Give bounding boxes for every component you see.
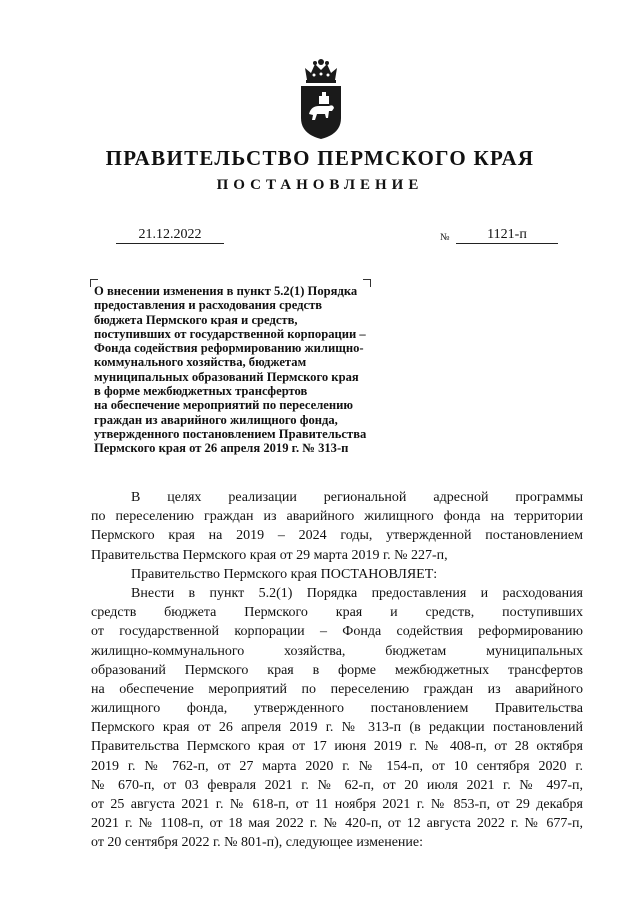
body-line: образований Пермского края в форме межбюджетных трансфертов [91,662,583,678]
body-line: жилищного фонда, утвержденного постановлением Правительства [91,701,583,717]
subject-line: муниципальных образований Пермского края [94,369,359,384]
subject-line: Фонда содействия реформированию жилищно- [94,341,364,356]
subject-line: граждан из аварийного жилищного фонда, [94,412,338,427]
subject-line: О внесении изменения в пункт 5.2(1) Порядка [94,284,358,298]
document-body [91,488,583,853]
document-number: 1121-п [456,226,558,244]
body-line: по переселению граждан из аварийного жилищного фонда на территории [91,509,583,525]
document-date: 21.12.2022 [116,226,224,244]
body-line: Внести в пункт 5.2(1) Порядка предоставления и расходования [131,585,583,601]
body-line: № 670-п, от 03 февраля 2021 г. № 62-п, от 20 июля 2021 г. № 497-п, [91,777,583,793]
body-line: жилищно-коммунального хозяйства, бюджетам муниципальных [91,643,583,659]
body-line: 2021 г. № 1108-п, от 18 мая 2022 г. № 420-п, от 12 августа 2022 г. № 677-п, [91,816,583,832]
document-type: ПОСТАНОВЛЕНИЕ [216,177,424,193]
body-line: 2019 г. № 762-п, от 27 марта 2020 г. № 154-п, от 10 сентября 2020 г. [91,758,583,774]
body-line: от 20 сентября 2022 г. № 801-п), следующее изменение: [91,835,424,851]
body-line: В целях реализации региональной адресной программы [131,490,583,505]
body-line: Правительство Пермского края ПОСТАНОВЛЯЕТ: [131,566,438,582]
subject-line: предоставления и расходования средств [94,298,323,313]
subject-line: бюджета Пермского края и средств, [94,312,298,327]
number-sign: № [440,232,450,243]
body-line: Пермского края от 26 апреля 2019 г. № 313-п (в редакции постановлений [91,720,583,736]
body-line: на обеспечение мероприятий по переселению граждан из аварийного [91,681,583,697]
body-line: от 25 августа 2021 г. № 618-п, от 11 ноября 2021 г. № 853-п, от 29 декабря [91,797,583,812]
perm-krai-coat-of-arms-icon [299,56,343,140]
subject-line: коммунального хозяйства, бюджетам [94,355,307,370]
document-subject [94,284,434,456]
government-title: ПРАВИТЕЛЬСТВО ПЕРМСКОГО КРАЯ [105,146,535,170]
body-line: Правительства Пермского края от 17 июня 2019 г. № 408-п, от 28 октября [91,739,583,755]
body-line: Пермского края на 2019 – 2024 годы, утвержденной постановлением [91,528,583,544]
subject-line: Пермского края от 26 апреля 2019 г. № 313-п [94,441,349,456]
subject-line: утвержденного постановлением Правительства [94,426,367,441]
body-line: Правительства Пермского края от 29 марта 2019 г. № 227-п, [91,547,448,563]
subject-line: поступивших от государственной корпорации – [94,326,366,341]
body-line: от государственной корпорации – Фонда содействия реформированию [91,624,583,640]
subject-line: в форме межбюджетных трансфертов [94,384,308,399]
body-line: средств бюджета Пермского края и средств, поступивших [91,605,583,621]
subject-line: на обеспечение мероприятий по переселению [94,398,354,413]
